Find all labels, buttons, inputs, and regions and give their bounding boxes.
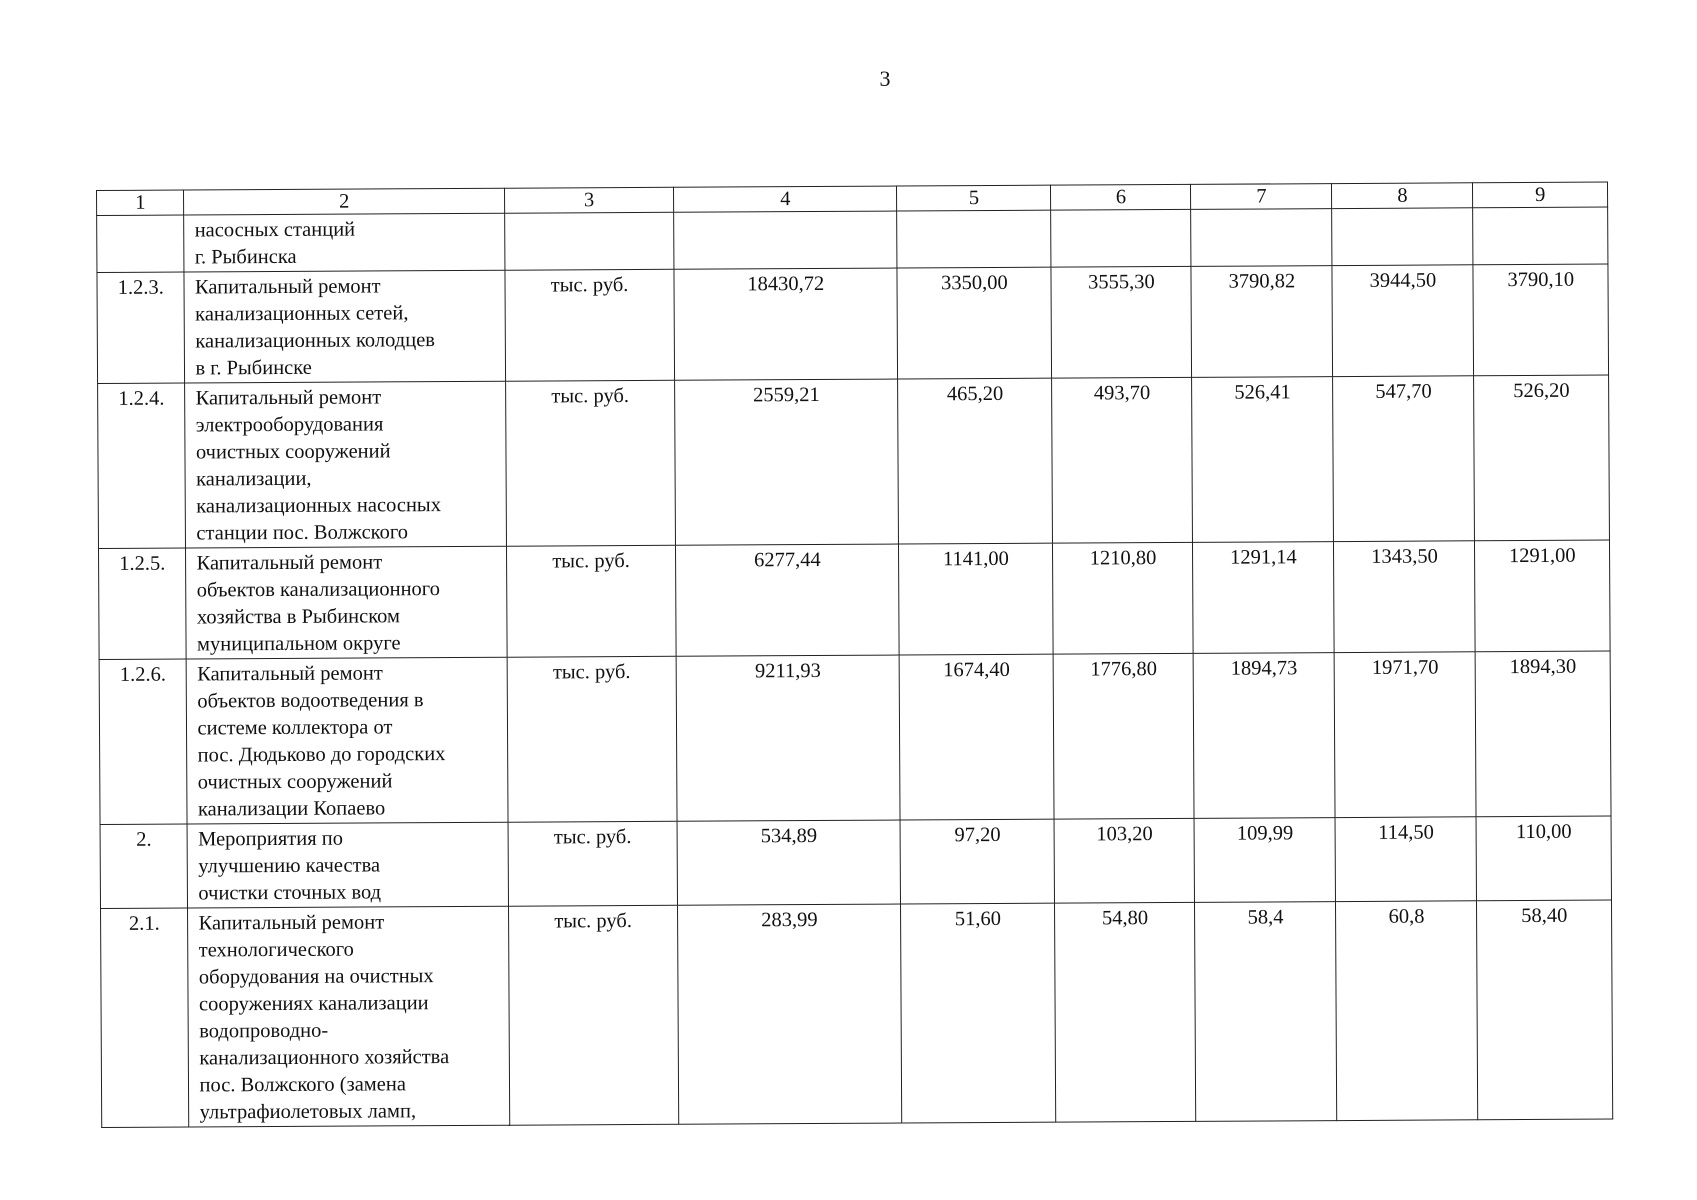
item-name-line: пос. Дюдьково до городских <box>197 743 446 767</box>
value-cell <box>674 211 897 269</box>
item-name-cell <box>188 906 510 1127</box>
value-cell: 3944,50 <box>1332 265 1474 377</box>
item-name-cell <box>184 213 505 272</box>
value-cell: 3555,30 <box>1051 266 1192 378</box>
item-name-cell <box>187 657 508 824</box>
item-name-line: канализационных насосных <box>196 494 441 518</box>
unit-cell: тыс. руб. <box>505 269 675 381</box>
header-cell: 4 <box>674 186 897 212</box>
item-name-line: Мероприятия по <box>198 827 344 851</box>
unit-cell: тыс. руб. <box>508 905 679 1125</box>
unit-cell: тыс. руб. <box>507 656 677 822</box>
item-name-line: улучшению качества <box>198 854 381 878</box>
row-number-cell: 1.2.6. <box>99 659 187 824</box>
value-cell: 3790,82 <box>1191 266 1333 378</box>
value-cell: 97,20 <box>900 819 1055 904</box>
value-cell: 493,70 <box>1052 377 1193 543</box>
value-cell: 110,00 <box>1476 816 1611 901</box>
item-name-line: сооружениях канализации <box>198 992 429 1016</box>
item-name-line: канализации Копаево <box>197 797 386 821</box>
value-cell <box>1051 209 1191 267</box>
table-body <box>97 182 1613 1127</box>
value-cell: 58,4 <box>1195 902 1337 1122</box>
unit-cell: тыс. руб. <box>505 380 675 546</box>
row-number-cell: 2.1. <box>101 908 190 1127</box>
value-cell: 1141,00 <box>899 543 1054 655</box>
value-cell: 18430,72 <box>674 268 898 380</box>
table-row <box>99 540 1611 659</box>
item-name-line: пос. Волжского (замена <box>199 1073 406 1097</box>
unit-cell <box>504 212 674 270</box>
header-cell: 7 <box>1191 184 1332 210</box>
row-number-cell: 1.2.4. <box>98 383 186 548</box>
header-cell: 1 <box>97 190 185 215</box>
page-number: 3 <box>879 66 891 91</box>
value-cell: 283,99 <box>678 904 902 1124</box>
value-cell: 465,20 <box>898 378 1053 544</box>
item-name-line: Капитальный ремонт <box>198 911 385 935</box>
value-cell: 1674,40 <box>899 654 1054 820</box>
header-cell: 6 <box>1051 184 1191 210</box>
item-name-line: очистных сооружений <box>197 770 393 794</box>
value-cell: 3350,00 <box>897 267 1052 379</box>
value-cell: 1894,73 <box>1193 653 1335 819</box>
value-cell: 60,8 <box>1336 901 1478 1121</box>
item-name-line: оборудования на очистных <box>198 965 434 989</box>
header-cell: 8 <box>1332 183 1473 209</box>
table-wrapper <box>96 182 1613 1128</box>
value-cell: 109,99 <box>1194 818 1335 903</box>
value-cell <box>897 210 1051 268</box>
item-name-line: канализационного хозяйства <box>199 1046 450 1070</box>
item-name-line: электрооборудования <box>195 413 384 437</box>
item-name-line: системе коллектора от <box>197 716 393 740</box>
item-name-line: очистных сооружений <box>195 440 391 464</box>
item-name-line: объектов водоотведения в <box>197 689 424 713</box>
item-name-cell <box>185 381 506 548</box>
table-row <box>98 375 1610 548</box>
value-cell: 1776,80 <box>1054 653 1195 819</box>
value-cell: 547,70 <box>1333 376 1475 542</box>
value-cell: 2559,21 <box>675 379 899 545</box>
table-row <box>97 264 1609 383</box>
row-number-cell: 1.2.5. <box>99 548 187 659</box>
value-cell: 3790,10 <box>1473 264 1608 376</box>
value-cell: 1291,14 <box>1193 542 1335 654</box>
unit-cell: тыс. руб. <box>508 821 678 906</box>
item-name-line: канализации, <box>196 467 312 491</box>
value-cell: 9211,93 <box>676 655 900 821</box>
value-cell: 534,89 <box>677 820 900 905</box>
item-name-line: ультрафиолетовых ламп, <box>199 1100 417 1124</box>
item-name-line: технологического <box>198 938 354 962</box>
value-cell: 54,80 <box>1055 902 1196 1122</box>
item-name-line: канализационных сетей, <box>195 302 409 326</box>
item-name-line: станции пос. Волжского <box>196 521 409 545</box>
value-cell: 58,40 <box>1477 900 1613 1120</box>
value-cell: 114,50 <box>1335 817 1476 902</box>
value-cell: 1971,70 <box>1335 652 1477 818</box>
header-cell: 2 <box>184 188 504 215</box>
item-name-line: в г. Рыбинске <box>195 356 312 380</box>
table-row <box>100 816 1611 908</box>
table-row <box>97 207 1608 272</box>
item-name-line: объектов канализационного <box>196 578 440 602</box>
value-cell <box>1191 209 1332 267</box>
table-row <box>101 900 1613 1127</box>
item-name-cell <box>186 546 507 659</box>
row-number-cell: 1.2.3. <box>97 272 185 383</box>
item-name-cell <box>187 822 508 908</box>
value-cell <box>1332 208 1473 266</box>
value-cell <box>1473 207 1608 265</box>
value-cell: 51,60 <box>901 903 1056 1123</box>
row-number-cell: 2. <box>100 824 188 908</box>
item-name-cell <box>184 270 505 383</box>
item-name-line: Капитальный ремонт <box>195 386 382 410</box>
value-cell: 526,41 <box>1192 377 1334 543</box>
header-cell: 5 <box>897 185 1051 211</box>
header-cell: 3 <box>504 187 674 213</box>
item-name-line: Капитальный ремонт <box>196 551 383 575</box>
value-cell: 1291,00 <box>1475 540 1610 652</box>
item-name-line: насосных станций <box>194 218 356 242</box>
value-cell: 526,20 <box>1474 375 1609 541</box>
value-cell: 1894,30 <box>1476 651 1611 817</box>
item-name-line: муниципальном округе <box>196 632 401 656</box>
value-cell: 1343,50 <box>1334 541 1476 653</box>
item-name-line: Капитальный ремонт <box>194 275 381 299</box>
item-name-line: Капитальный ремонт <box>197 662 383 686</box>
table-row <box>99 651 1611 824</box>
value-cell: 6277,44 <box>676 544 900 656</box>
item-name-line: канализационных колодцев <box>195 329 436 353</box>
item-name-line: водопроводно- <box>199 1019 329 1043</box>
item-name-line: очистки сточных вод <box>198 881 382 905</box>
item-name-line: хозяйства в Рыбинском <box>196 605 401 629</box>
value-cell: 103,20 <box>1054 818 1194 903</box>
unit-cell: тыс. руб. <box>506 545 676 657</box>
data-table <box>96 182 1613 1128</box>
row-number-cell <box>97 215 185 272</box>
item-name-line: г. Рыбинска <box>194 245 297 269</box>
header-cell: 9 <box>1473 182 1608 208</box>
value-cell: 1210,80 <box>1053 542 1194 654</box>
